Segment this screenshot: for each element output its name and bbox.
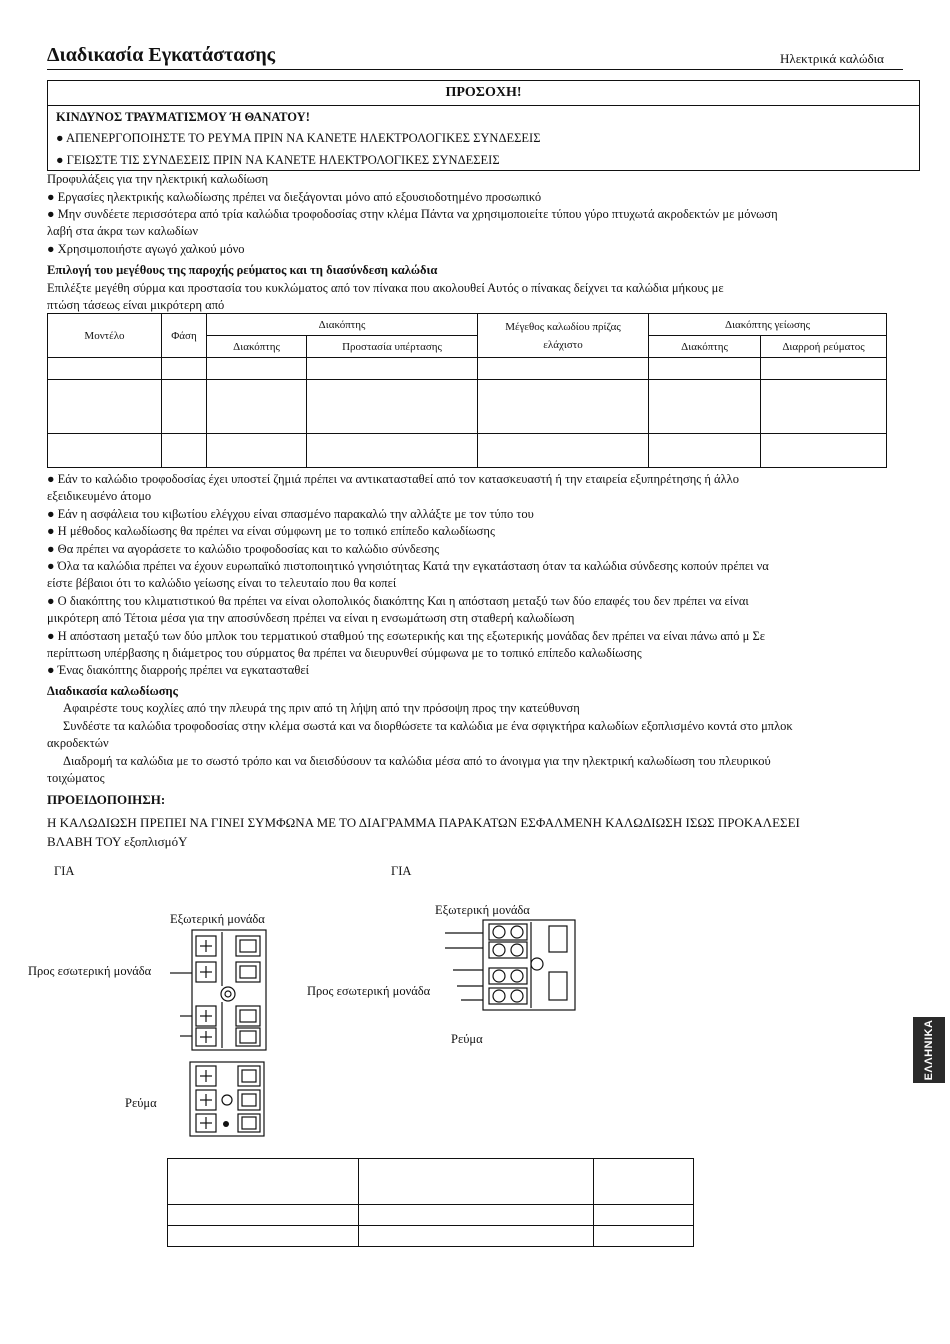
- language-tab-label: ΕΛΛΗΝΙΚΑ: [923, 1019, 935, 1081]
- precaution-line: ● Χρησιμοποιήστε αγωγό χαλκού μόνο: [47, 242, 245, 256]
- procedure-line: τοιχώματος: [47, 771, 105, 785]
- table-row: [168, 1159, 694, 1205]
- col-switch: Διακόπτης: [207, 336, 307, 358]
- selection-line: πτώση τάσεως είναι μικρότερη από: [47, 298, 225, 312]
- wire-spec-table: [47, 313, 887, 468]
- caution-line: ● ΓΕΙΩΣΤΕ ΤΙΣ ΣΥΝΔΕΣΕΙΣ ΠΡΙΝ ΝΑ ΚΑΝΕΤΕ ΗΛΕΚΤΡΟΛΟΓΙΚΕΣ ΣΥΝΔΕΣΕΙΣ: [56, 153, 500, 167]
- note-line: ● Ο διακόπτης του κλιματιστικού θα πρέπει να είναι ολοπολικός διακόπτης Και η απόσταση μεταξύ των δύο επαφές του δεν πρέπει να είναι: [47, 594, 749, 608]
- note-line: ● Ένας διακόπτης διαρροής πρέπει να εγκατασταθεί: [47, 663, 309, 677]
- warning-line: Η ΚΑΛΩΔΙΩΣΗ ΠΡΕΠΕΙ ΝΑ ΓΙΝΕΙ ΣΥΜΦΩΝΑ ΜΕ ΤΟ ΔΙΑΓΡΑΜΜΑ ΠΑΡΑΚΑΤΩΝ ΕΣΦΑΛΜΕΝΗ ΚΑΛΩΔΙΩΣΗ ΙΣΩΣ ΠΡΟΚΑΛΕΣΕΙ: [47, 815, 800, 830]
- note-line: μικρότερη από Τέτοια μέσα για την αποσύνδεση πρέπει να είναι η ενσωμάτωση στη σταθερή καλωδίωση: [47, 611, 575, 625]
- note-line: ● Η μέθοδος καλωδίωσης θα πρέπει να είναι σύμφωνη με το τοπικό επίπεδο καλωδίωσης: [47, 524, 495, 538]
- note-line: ● Θα πρέπει να αγοράσετε το καλώδιο τροφοδοσίας και το καλώδιο σύνδεσης: [47, 542, 440, 556]
- table-row: [168, 1205, 694, 1226]
- note-line: περίπτωση υπέρβασης η διάμετρος του σύρματος θα πρέπει να διευρυνθεί σύμφωνα με το τοπικό επίπεδο καλωδίωσης: [47, 646, 642, 660]
- procedure-title: Διαδικασία καλωδίωσης: [47, 684, 178, 698]
- precaution-line: λαβή στα άκρα των καλωδίων: [47, 224, 199, 238]
- precaution-line: ● Εργασίες ηλεκτρικής καλωδίωσης πρέπει να διεξάγονται μόνο από εξουσιοδοτημένο προσωπικό: [47, 190, 542, 204]
- col-ground-switch: Διακόπτης: [649, 336, 761, 358]
- cable-size-line2: ελάχιστο: [543, 338, 583, 351]
- diagram-right-for: ΓΙΑ: [391, 864, 412, 878]
- caution-line: ● ΑΠΕΝΕΡΓΟΠΟΙΗΣΤΕ ΤΟ ΡΕΥΜΑ ΠΡΙΝ ΝΑ ΚΑΝΕΤΕ ΗΛΕΚΤΡΟΛΟΓΙΚΕΣ ΣΥΝΔΕΣΕΙΣ: [56, 131, 541, 145]
- table-row: [48, 358, 887, 380]
- col-overvoltage: Προστασία υπέρτασης: [307, 336, 478, 358]
- table-row: [168, 1226, 694, 1247]
- header-rule: [47, 69, 903, 70]
- note-line: ● Η απόσταση μεταξύ των δύο μπλοκ του τερματικού σταθμού της εσωτερικής και της εξωτερικής μονάδας δεν πρέπει να είναι πάνω από μ Σε: [47, 629, 766, 643]
- diagram-left-for: ΓΙΑ: [54, 864, 75, 878]
- note-line: ● Εάν το καλώδιο τροφοδοσίας έχει υποστεί ζημιά πρέπει να αντικατασταθεί από τον κατασκευαστή ή την εταιρεία εξυπηρέτησης ή άλλο: [47, 472, 739, 486]
- col-phase: Φάση: [162, 314, 207, 358]
- bottom-table: [167, 1158, 694, 1247]
- caution-box: [47, 80, 920, 171]
- col-model: Μοντέλο: [48, 314, 162, 358]
- page-title: Διαδικασία Εγκατάστασης: [47, 44, 276, 66]
- outdoor-unit-label-left: Εξωτερική μονάδα: [170, 912, 265, 926]
- procedure-line: Συνδέστε τα καλώδια τροφοδοσίας στην κλέμα σωστά και να διορθώσετε τα καλώδια με ένα σφιγκτήρα καλωδίων εξοπλισμένο κοντά στο μπλοκ: [63, 719, 793, 733]
- selection-line: Επιλέξτε μεγέθη σύρμα και προστασία του κυκλώματος από τον πίνακα που ακολουθεί Αυτός ο πίνακας δείχνει τα καλώδια μήκους με: [47, 281, 724, 295]
- caution-line: ΚΙΝΔΥΝΟΣ ΤΡΑΥΜΑΤΙΣΜΟΥ Ή ΘΑΝΑΤΟΥ!: [56, 110, 310, 124]
- table-row: [48, 434, 887, 468]
- power-label-right: Ρεύμα: [451, 1032, 483, 1046]
- procedure-line: ακροδεκτών: [47, 736, 109, 750]
- language-tab: [913, 1017, 945, 1083]
- power-label-left: Ρεύμα: [125, 1096, 157, 1110]
- power-block-left-diagram: [188, 1060, 268, 1140]
- selection-title: Επιλογή του μεγέθους της παροχής ρεύματος και τη διασύνδεση καλώδια: [47, 263, 438, 277]
- col-leakage: Διαρροή ρεύματος: [761, 336, 887, 358]
- precaution-line: ● Μην συνδέετε περισσότερα από τρία καλώδια τροφοδοσίας στην κλέμα Πάντα να χρησιμοποιείτε τύπου γύρο πτυχωτά ακροδεκτών με μόνωση: [47, 207, 778, 221]
- precautions-title: Προφυλάξεις για την ηλεκτρική καλωδίωση: [47, 172, 269, 186]
- cable-size-line1: Μέγεθος καλωδίου πρίζας: [505, 320, 621, 333]
- table-row: [48, 380, 887, 434]
- terminal-block-left-diagram: [170, 928, 280, 1073]
- note-line: ● Εάν η ασφάλεια του κιβωτίου ελέγχου είναι σπασμένο παρακαλώ την αλλάξτε με τον τύπο του: [47, 507, 534, 521]
- caution-heading: ΠΡΟΣΟΧΗ!: [48, 81, 919, 106]
- procedure-line: Διαδρομή τα καλώδια με το σωστό τρόπο και να διεισδύσουν τα καλώδια μέσα από το άνοιγμα για την ηλεκτρική καλωδίωση του πλευρικού: [63, 754, 771, 768]
- note-line: είστε βέβαιοι ότι το καλώδιο γείωσης είναι το τελευταίο που θα κοπεί: [47, 576, 397, 590]
- note-line: εξειδικευμένο άτομο: [47, 489, 152, 503]
- note-line: ● Όλα τα καλώδια πρέπει να έχουν ευρωπαϊκό πιστοποιητικό γνησιότητας Κατά την εγκατάσταση όταν τα καλώδια σύνδεσης κοπούν πρέπει να: [47, 559, 769, 573]
- col-cable-size: [478, 314, 649, 358]
- col-switch-group: Διακόπτης: [207, 314, 478, 336]
- to-indoor-label-right: Προς εσωτερική μονάδα: [307, 984, 431, 998]
- procedure-line: Αφαιρέστε τους κοχλίες από την πλευρά της πριν από τη λήψη από την πρόσοψη προς την κατεύθυνση: [63, 701, 580, 715]
- warning-title: ΠΡΟΕΙΔΟΠΟΙΗΣΗ:: [47, 792, 166, 807]
- to-indoor-label-left: Προς εσωτερική μονάδα: [28, 964, 152, 978]
- col-ground-group: Διακόπτης γείωσης: [649, 314, 887, 336]
- warning-line: ΒΛΑΒΗ ΤΟΥ εξοπλισμόΥ: [47, 834, 188, 849]
- outdoor-unit-label-right: Εξωτερική μονάδα: [435, 903, 530, 917]
- section-title: Ηλεκτρικά καλώδια: [780, 51, 884, 66]
- terminal-block-right-diagram: [445, 918, 580, 1018]
